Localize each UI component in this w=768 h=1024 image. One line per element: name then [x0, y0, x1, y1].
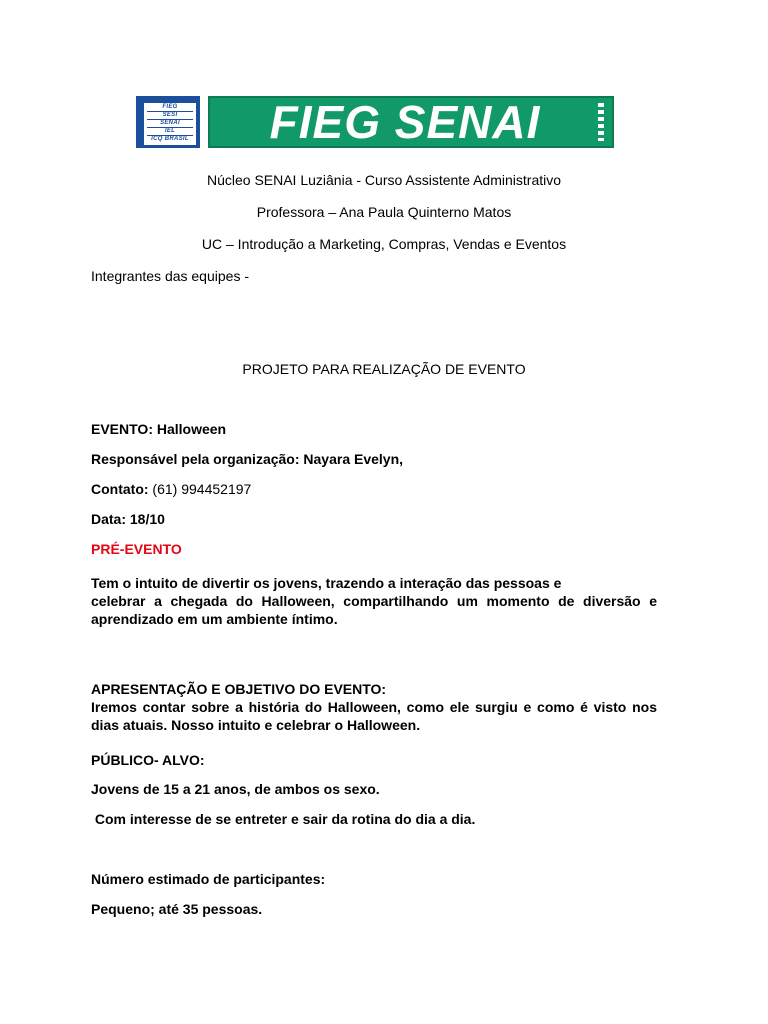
- presentation-line: Iremos contar sobre a história do Halloween, como ele surgiu e como é visto nos: [91, 699, 657, 715]
- contact-value: (61) 994452197: [148, 481, 252, 497]
- pre-event-title: PRÉ-EVENTO: [91, 541, 182, 557]
- logo-line-fieg: FIEG: [162, 104, 178, 110]
- presentation-title: APRESENTAÇÃO E OBJETIVO DO EVENTO:: [91, 681, 387, 697]
- event-name: EVENTO: Halloween: [91, 421, 227, 437]
- wordmark-text: FIEG SENAI: [269, 96, 541, 148]
- event-organizer: Responsável pela organização: Nayara Evelyn,: [91, 451, 404, 467]
- header-course-line: Núcleo SENAI Luziânia - Curso Assistente Administrativo: [206, 172, 562, 188]
- presentation-line: dias atuais. Nosso intuito e celebrar o Halloween.: [91, 717, 421, 733]
- audience-interest: Com interesse de se entreter e sair da rotina do dia a dia.: [91, 811, 476, 827]
- project-title: PROJETO PARA REALIZAÇÃO DE EVENTO: [242, 361, 526, 377]
- fieg-senai-wordmark: [208, 96, 614, 148]
- pre-event-line: celebrar a chegada do Halloween, compartilhando um momento de diversão e: [91, 593, 657, 609]
- logo-line-icq: ICQ BRASIL: [151, 136, 189, 142]
- header-uc-line: UC – Introdução a Marketing, Compras, Vendas e Eventos: [201, 236, 567, 252]
- participants-title: Número estimado de participantes:: [91, 871, 326, 887]
- header-teacher-line: Professora – Ana Paula Quinterno Matos: [256, 204, 512, 220]
- pre-event-paragraph: [91, 574, 657, 628]
- pre-event-line: Tem o intuito de divertir os jovens, trazendo a interação das pessoas e: [91, 575, 562, 591]
- fieg-system-logo: [136, 96, 200, 148]
- team-members-label: Integrantes das equipes -: [91, 268, 249, 284]
- participants-value: Pequeno; até 35 pessoas.: [91, 901, 263, 917]
- pre-event-line: aprendizado em um ambiente íntimo.: [91, 611, 338, 627]
- logo-line-sesi: SESI: [162, 112, 178, 118]
- wordmark-stripes: [598, 103, 604, 141]
- presentation-paragraph: [91, 698, 657, 734]
- contact-label: Contato:: [91, 481, 149, 497]
- event-contact: [91, 480, 251, 498]
- logo-line-iel: IEL: [164, 128, 176, 134]
- audience-title: PÚBLICO- ALVO:: [91, 752, 205, 768]
- logo-line-senai: SENAI: [160, 120, 180, 126]
- event-date: Data: 18/10: [91, 511, 165, 527]
- audience-age: Jovens de 15 a 21 anos, de ambos os sexo.: [91, 781, 380, 797]
